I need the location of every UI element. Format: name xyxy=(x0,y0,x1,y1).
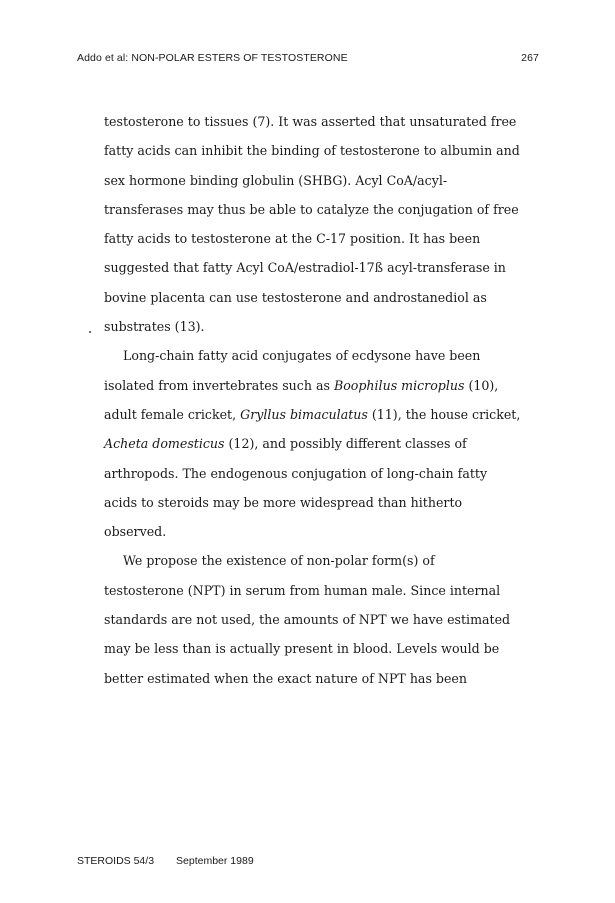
paragraph-start-line: Long-chain fatty acid conjugates of ecdysone have been xyxy=(123,348,481,364)
text-run: (11), the house cricket, xyxy=(367,406,521,422)
text-run: (12), and possibly different classes of xyxy=(224,436,467,452)
species-name: Boophilus microplus xyxy=(333,377,465,393)
species-name: Gryllus bimaculatus xyxy=(240,406,368,422)
text-line: testosterone to tissues (7). It was asserted that unsaturated free xyxy=(104,114,517,129)
text-run: (10), xyxy=(464,377,499,393)
paragraph-start-line: We propose the existence of non-polar form(s) of xyxy=(123,553,435,569)
text-line: observed. xyxy=(104,524,167,540)
text-line: better estimated when the exact nature of NPT has been xyxy=(104,670,467,686)
text-line: testosterone (NPT) in serum from human male. Since internal xyxy=(104,582,501,598)
running-head xyxy=(77,52,539,64)
article-body xyxy=(104,107,554,693)
text-run: isolated from invertebrates such as xyxy=(104,377,334,393)
text-line: may be less than is actually present in blood. Levels would be xyxy=(104,641,500,657)
journal-issue: STEROIDS 54/3 xyxy=(77,855,155,867)
page-footer xyxy=(77,855,254,867)
text-line: bovine placenta can use testosterone and androstanediol as xyxy=(104,289,487,305)
stray-mark xyxy=(89,331,91,333)
species-name: Acheta domesticus xyxy=(104,436,225,452)
text-line: substrates (13). xyxy=(104,319,205,335)
text-line: arthropods. The endogenous conjugation of long-chain fatty xyxy=(104,465,488,481)
text-line xyxy=(104,371,554,400)
text-line: suggested that fatty Acyl CoA/estradiol-17ß acyl-transferase in xyxy=(104,260,506,276)
text-run: adult female cricket, xyxy=(104,406,241,422)
text-line: sex hormone binding globulin (SHBG). Acyl CoA/acyl- xyxy=(104,172,448,188)
text-line: fatty acids to testosterone at the C-17 position. It has been xyxy=(104,231,481,247)
text-line: acids to steroids may be more widespread than hitherto xyxy=(104,494,463,510)
page-number: 267 xyxy=(521,52,539,64)
issue-date: September 1989 xyxy=(176,855,254,867)
text-line xyxy=(104,429,554,458)
text-line: transferases may thus be able to catalyze the conjugation of free xyxy=(104,201,519,217)
running-title: Addo et al: NON-POLAR ESTERS OF TESTOSTERONE xyxy=(77,52,348,64)
text-line xyxy=(104,400,554,429)
text-line: fatty acids can inhibit the binding of testosterone to albumin and xyxy=(104,143,520,159)
text-line: standards are not used, the amounts of NPT we have estimated xyxy=(104,612,511,628)
